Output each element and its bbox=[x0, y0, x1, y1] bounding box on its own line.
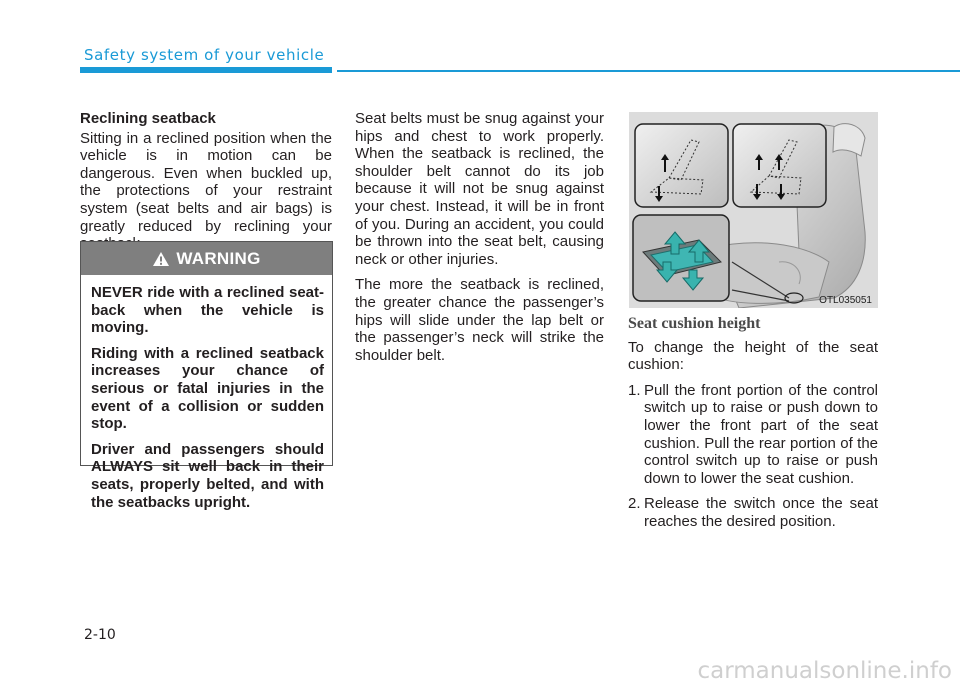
step-text: Pull the front portion of the control switch up to raise or push down to lower the front part of the seat cushion. Pull the rear portion of the control switch up to raise or push down to lower the seat cushion. bbox=[644, 381, 878, 487]
step-number: 2. bbox=[628, 495, 641, 513]
column-right bbox=[628, 315, 878, 539]
seatbelt-paragraph-1: Seat belts must be snug against your hips and chest to work properly. When the seatback is reclined, the shoulder belt cannot do its job because it will not be snug against your chest. Instead, it will be in front of you. During an accident, you could be thrown into the seat belt, causing neck or other injuries. bbox=[355, 110, 604, 268]
page-number: 2-10 bbox=[84, 627, 116, 643]
column-middle bbox=[355, 110, 604, 372]
figure-code: OTL035051 bbox=[819, 295, 872, 306]
watermark-url: carmanualsonline.info bbox=[697, 658, 952, 684]
section-title: Safety system of your vehicle bbox=[84, 46, 325, 64]
warning-triangle-icon bbox=[152, 251, 170, 267]
header-rule-thick bbox=[80, 67, 332, 73]
warning-text-3: Driver and passengers should ALWAYS sit well back in their seats, properly belted, and with the seatbacks upright. bbox=[91, 440, 324, 511]
warning-header bbox=[81, 242, 332, 275]
warning-text-1: NEVER ride with a reclined seat-back when the vehicle is moving. bbox=[91, 284, 324, 337]
warning-body bbox=[91, 284, 324, 519]
steps-list bbox=[628, 382, 878, 531]
seat-adjustment-figure bbox=[629, 112, 878, 308]
seat-cushion-intro: To change the height of the seat cushion: bbox=[628, 338, 878, 374]
seat-illustration bbox=[629, 112, 878, 308]
list-item bbox=[628, 382, 878, 488]
warning-text-2: Riding with a reclined seatback increases your chance of serious or fatal injuries in the event of a collision or sudden stop. bbox=[91, 344, 324, 433]
seatbelt-paragraph-2: The more the seatback is reclined, the greater chance the passenger’s hips will slide under the lap belt or the passenger’s neck will strike the shoulder belt. bbox=[355, 276, 604, 364]
warning-box bbox=[80, 241, 333, 511]
header-rule-thin bbox=[337, 70, 960, 72]
reclining-seatback-heading: Reclining seatback bbox=[80, 110, 216, 127]
seat-cushion-height-heading: Seat cushion height bbox=[628, 315, 761, 332]
step-number: 1. bbox=[628, 381, 641, 399]
step-text: Release the switch once the seat reaches the desired position. bbox=[644, 495, 878, 530]
list-item bbox=[628, 495, 878, 530]
warning-label: WARNING bbox=[176, 248, 261, 268]
reclining-seatback-paragraph: Sitting in a reclined position when the vehicle is in motion can be dangerous. Even when buckled up, the protections of your restraint system (seat belts and air bags) is greatly reduced by reclining your bbox=[80, 129, 332, 235]
column-left bbox=[80, 110, 332, 261]
